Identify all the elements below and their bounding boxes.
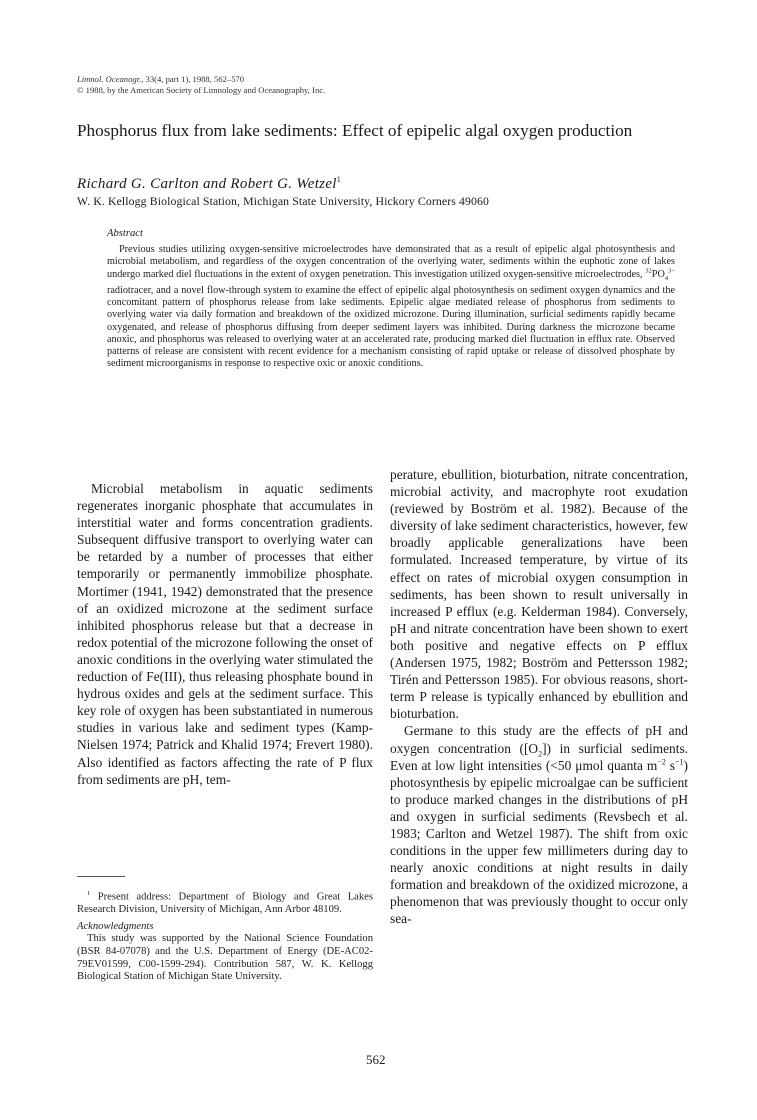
isotope-subscript: 4 <box>664 274 669 282</box>
page-number: 562 <box>366 1052 386 1067</box>
unit-exponent: −1 <box>675 757 684 767</box>
footnote-divider <box>77 876 125 877</box>
citation-details: 33(4, part 1), 1988, 562–570 <box>143 74 245 84</box>
journal-name: Limnol. Oceanogr., <box>77 74 144 84</box>
author-names: Richard G. Carlton and Robert G. Wetzel <box>77 176 337 192</box>
isotope-charge: 3− <box>668 267 675 275</box>
footnote-present-address <box>77 888 373 917</box>
abstract-part-1: Previous studies utilizing oxygen-sensitive microelectrodes have demonstrated that as a result of epipelic algal photosynthesis and microbial metabolism, and regardless of the oxygen concentration of the overlying water, sediments within the euphotic zone of lakes undergo marked diel fluctuations in the extent of oxygen penetration. This investigation utilized oxygen-sensitive microelectrodes, <box>107 244 675 280</box>
author-footnote-mark: 1 <box>336 175 342 184</box>
article-title: Phosphorus flux from lake sediments: Effect of epipelic algal oxygen production <box>77 121 633 140</box>
isotope-mass: 32 <box>645 267 652 275</box>
author-affiliation: W. K. Kellogg Biological Station, Michigan State University, Hickory Corners 49060 <box>77 194 489 208</box>
footnote-mark: 1 <box>87 890 91 897</box>
body-column-right <box>390 466 688 928</box>
journal-header <box>77 74 325 96</box>
body-paragraph: Microbial metabolism in aquatic sediments regenerates inorganic phosphate that accumulates in interstitial water and forms concentration gradients. Subsequent diffusive transport to overlying water can be retarded by a number of processes that either temporarily or permanently immobilize phosphate. Mortimer (1941, 1942) demonstrated that the presence of an oxidized microzone at the sediment surface inhibited phosphorus release but that a decrease in redox potential of the microzone following the onset of anoxic conditions in the overlying water stimulated the reduction of Fe(III), thus releasing phosphate bound in hydrous oxides and gels at the sediment surface. This key role of oxygen has been substantiated in numerous studies in various lake and sediment types (Kamp-Nielsen 1974; Patrick and Khalid 1974; Frevert 1980). Also identified as factors affecting the rate of P flux from sediments are pH, tem- <box>77 481 373 787</box>
body-paragraph <box>390 722 688 927</box>
author-line <box>77 175 341 193</box>
abstract-part-2: radiotracer, and a novel flow-through system to examine the effect of epipelic algal photosynthesis on sediment oxygen dynamics and the concomitant pattern of phosphorus release from lake sediments. Epipelic algae mediated release of phosphorus from sediments to overlying water via daily formation and breakdown of the oxidized microzone. During illumination, surficial sediments rapidly became oxygenated, and release of phosphorus diffusing from deeper sediment layers was inhibited. During darkness the microzone became anoxic, and phosphorus was released to overlying water at an accelerated rate, producing marked diel fluctuation in efflux rate. Observed patterns of release are consistent with recent evidence for a mechanism consisting of rapid uptake or release of dissolved phosphate by sediment microorganisms in response to respective oxic or anoxic conditions. <box>107 284 675 370</box>
text-run: ]) in surficial sediments. Even at low light intensities (<50 μmol quanta m <box>390 740 689 773</box>
o2-subscript: 2 <box>538 749 543 759</box>
text-run: s <box>665 757 676 773</box>
footnote-text: Present address: Department of Biology and Great Lakes Research Division, University of Michigan, Ann Arbor 48109. <box>77 891 373 916</box>
footnotes <box>77 888 373 984</box>
abstract-heading: Abstract <box>107 228 143 239</box>
citation-line <box>77 74 325 85</box>
text-run: Germane to this study are the effects of pH and oxygen concentration ([O <box>390 723 688 756</box>
text-run: ) photosynthesis by epipelic microalgae can be sufficient to produce marked changes in the distributions of pH and oxygen in surficial sediments (Revsbech et al. 1983; Carlton and Wetzel 1987). The shift from oxic conditions in the upper few millimeters during day to nearly anoxic conditions at night results in daily formation and breakdown of the oxidized microzone, a phenomenon that was previously thought to occur only sea- <box>390 757 688 927</box>
isotope-formula: PO <box>651 268 665 280</box>
copyright-line: © 1988, by the American Society of Limnology and Oceanography, Inc. <box>77 85 326 95</box>
body-paragraph: perature, ebullition, bioturbation, nitrate concentration, microbial activity, and macrophyte root exudation (reviewed by Boström et al. 1982). Because of the diversity of lake sediment characteristics, however, few broadly applicable generalizations have been formulated. Increased temperature, by virtue of its effect on rates of microbial oxygen consumption in sediments, has been shown to result universally in increased P efflux (e.g. Kelderman 1984). Conversely, pH and nitrate concentration have been shown to exert both positive and negative effects on P efflux (Andersen 1975, 1982; Boström and Pettersson 1982; Tirén and Pettersson 1985). For obvious reasons, short-term P release is typically enhanced by ebullition and bioturbation. <box>390 467 688 722</box>
body-column-left <box>77 480 373 788</box>
abstract-text <box>107 244 675 371</box>
acknowledgments-text: This study was supported by the National Science Foundation (BSR 84-07078) and the U.S. Department of Energy (DE-AC02-79EV01599, C00-1599-294). Contribution 587, W. K. Kellogg Biological Station of Michigan State University. <box>77 933 373 983</box>
unit-exponent: −2 <box>657 757 666 767</box>
acknowledgments-heading: Acknowledgments <box>77 920 154 932</box>
